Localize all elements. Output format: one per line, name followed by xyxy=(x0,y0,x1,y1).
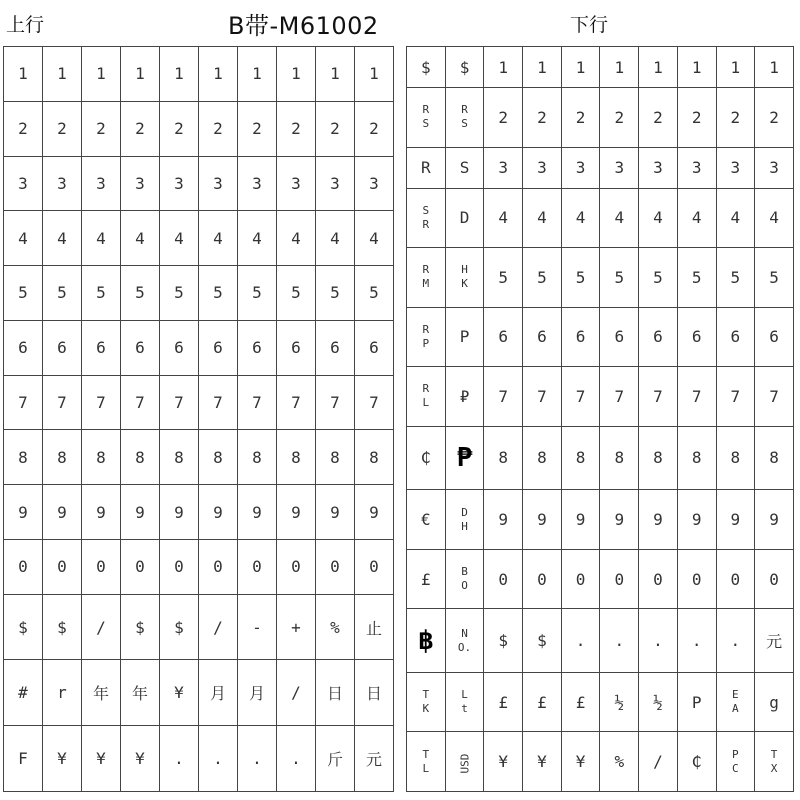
downstream-grid-cell: 1 xyxy=(639,47,678,88)
upstream-grid-cell: 0 xyxy=(238,539,277,594)
downstream-grid-row xyxy=(407,490,794,550)
downstream-grid-cell: 3 xyxy=(523,147,562,188)
downstream-grid-cell: 2 xyxy=(716,88,755,148)
downstream-grid-cell: ₵ xyxy=(677,732,716,792)
downstream-grid-cell: 4 xyxy=(716,188,755,248)
upstream-grid-cell: 2 xyxy=(277,101,316,156)
downstream-grid-cell: 3 xyxy=(484,147,523,188)
upstream-grid-row xyxy=(4,660,394,726)
downstream-grid-cell: 1 xyxy=(755,47,794,88)
upstream-grid-cell: 0 xyxy=(355,539,394,594)
downstream-grid-cell: 5 xyxy=(484,248,523,308)
downstream-grid-cell: 7 xyxy=(677,367,716,427)
downstream-grid-cell: 4 xyxy=(639,188,678,248)
upstream-grid-cell: 8 xyxy=(316,430,355,485)
upstream-grid-cell: 7 xyxy=(82,375,121,430)
upstream-grid-cell: 3 xyxy=(199,156,238,211)
downstream-grid-cell: P xyxy=(677,672,716,732)
downstream-grid-row xyxy=(407,609,794,673)
upstream-grid-cell: 7 xyxy=(316,375,355,430)
upstream-grid-cell: 3 xyxy=(355,156,394,211)
downstream-grid-row xyxy=(407,88,794,148)
upstream-grid-cell: . xyxy=(199,726,238,792)
upstream-grid-row xyxy=(4,594,394,660)
upstream-grid-cell: 5 xyxy=(160,266,199,321)
downstream-grid-cell: 9 xyxy=(639,490,678,550)
upstream-grid-cell: $ xyxy=(43,594,82,660)
upstream-grid-cell: 1 xyxy=(121,47,160,102)
downstream-grid-cell: 3 xyxy=(600,147,639,188)
upstream-grid-cell: 8 xyxy=(355,430,394,485)
upstream-grid-cell: 8 xyxy=(238,430,277,485)
upstream-grid-row xyxy=(4,101,394,156)
downstream-grid-cell: 2 xyxy=(600,88,639,148)
upstream-grid-cell: . xyxy=(238,726,277,792)
downstream-grid-cell: H K xyxy=(445,248,484,308)
upstream-grid-cell: 4 xyxy=(82,211,121,266)
downstream-grid-cell: T L xyxy=(407,732,446,792)
downstream-grid-cell: $ xyxy=(445,47,484,88)
upstream-grid-cell: $ xyxy=(4,594,43,660)
downstream-grid-cell: $ xyxy=(484,609,523,673)
downstream-grid-cell: 6 xyxy=(600,307,639,367)
downstream-grid-cell: 9 xyxy=(523,490,562,550)
upstream-grid-cell: 0 xyxy=(4,539,43,594)
downstream-grid-cell: 7 xyxy=(639,367,678,427)
upstream-grid-cell: 斤 xyxy=(316,726,355,792)
downstream-character-grid xyxy=(406,46,794,792)
upstream-grid-cell: 6 xyxy=(121,320,160,375)
upstream-grid-row xyxy=(4,539,394,594)
upstream-grid-cell: 2 xyxy=(82,101,121,156)
upstream-grid-cell: 0 xyxy=(199,539,238,594)
downstream-grid-cell: 3 xyxy=(639,147,678,188)
downstream-grid-cell: 6 xyxy=(755,307,794,367)
upstream-grid-cell: 年 xyxy=(121,660,160,726)
upstream-grid-cell: 0 xyxy=(277,539,316,594)
upstream-grid-cell: 7 xyxy=(355,375,394,430)
downstream-grid-row xyxy=(407,549,794,609)
downstream-grid-cell: ₵ xyxy=(407,426,446,490)
downstream-grid-cell: 5 xyxy=(523,248,562,308)
upstream-grid-cell: 5 xyxy=(82,266,121,321)
downstream-grid-cell: 2 xyxy=(484,88,523,148)
downstream-grid-cell: 6 xyxy=(716,307,755,367)
upstream-grid-cell: 1 xyxy=(199,47,238,102)
upstream-grid-cell: 3 xyxy=(160,156,199,211)
downstream-grid-cell: 3 xyxy=(755,147,794,188)
downstream-grid-cell: D H xyxy=(445,490,484,550)
downstream-grid-row xyxy=(407,367,794,427)
upstream-grid-cell: / xyxy=(199,594,238,660)
upstream-grid-cell: 9 xyxy=(121,485,160,540)
downstream-grid-row xyxy=(407,307,794,367)
downstream-grid-cell: 3 xyxy=(716,147,755,188)
downstream-grid-cell: 1 xyxy=(523,47,562,88)
downstream-grid-cell: £ xyxy=(484,672,523,732)
downstream-grid-cell: % xyxy=(600,732,639,792)
downstream-grid-cell-text: USD xyxy=(458,753,472,774)
upstream-grid-cell: / xyxy=(82,594,121,660)
upstream-grid-cell: 1 xyxy=(277,47,316,102)
downstream-grid-cell: L t xyxy=(445,672,484,732)
downstream-grid-cell: 4 xyxy=(677,188,716,248)
downstream-grid-cell: 0 xyxy=(639,549,678,609)
upstream-grid-cell: - xyxy=(238,594,277,660)
downstream-grid-cell: 元 xyxy=(755,609,794,673)
downstream-grid-cell: E A xyxy=(716,672,755,732)
downstream-grid-cell: 2 xyxy=(561,88,600,148)
upstream-grid-cell: 元 xyxy=(355,726,394,792)
upstream-grid-cell: 年 xyxy=(82,660,121,726)
upstream-grid-cell: 8 xyxy=(121,430,160,485)
downstream-grid-cell: 6 xyxy=(523,307,562,367)
downstream-grid-cell: 8 xyxy=(716,426,755,490)
upstream-grid-cell: 7 xyxy=(277,375,316,430)
downstream-grid-cell: 5 xyxy=(639,248,678,308)
upstream-grid-cell: 5 xyxy=(199,266,238,321)
downstream-grid-cell: R L xyxy=(407,367,446,427)
upstream-grid-cell: 6 xyxy=(43,320,82,375)
upstream-grid-cell: 9 xyxy=(43,485,82,540)
downstream-grid-cell: ¥ xyxy=(484,732,523,792)
downstream-grid-cell: 0 xyxy=(523,549,562,609)
upstream-grid-cell: 9 xyxy=(238,485,277,540)
upstream-grid-cell: 1 xyxy=(160,47,199,102)
upstream-grid-cell: + xyxy=(277,594,316,660)
upstream-grid-cell: 7 xyxy=(238,375,277,430)
upstream-grid-cell: r xyxy=(43,660,82,726)
upstream-grid-cell: 9 xyxy=(160,485,199,540)
page-title: B带-M61002 xyxy=(228,12,379,40)
upstream-grid-cell: 7 xyxy=(4,375,43,430)
downstream-grid-cell: ₽ xyxy=(445,367,484,427)
upstream-grid-cell: 2 xyxy=(121,101,160,156)
upstream-grid-cell: 9 xyxy=(199,485,238,540)
downstream-label: 下行 xyxy=(570,14,609,36)
downstream-grid-row xyxy=(407,426,794,490)
downstream-grid-cell: 4 xyxy=(561,188,600,248)
upstream-grid-cell: 6 xyxy=(82,320,121,375)
upstream-grid-cell: 6 xyxy=(199,320,238,375)
downstream-grid-cell: R S xyxy=(445,88,484,148)
downstream-grid-cell: 6 xyxy=(561,307,600,367)
downstream-grid-cell: £ xyxy=(561,672,600,732)
downstream-grid-cell: 9 xyxy=(484,490,523,550)
downstream-grid-cell: 8 xyxy=(523,426,562,490)
upstream-grid-cell: $ xyxy=(160,594,199,660)
upstream-grid-cell: 7 xyxy=(160,375,199,430)
upstream-grid-cell: 0 xyxy=(160,539,199,594)
downstream-grid-cell: 4 xyxy=(755,188,794,248)
downstream-grid-cell: 4 xyxy=(484,188,523,248)
downstream-grid-cell: ¥ xyxy=(523,732,562,792)
upstream-grid-cell: 5 xyxy=(238,266,277,321)
downstream-grid-cell: 7 xyxy=(716,367,755,427)
downstream-grid-cell: 0 xyxy=(600,549,639,609)
downstream-grid-cell: / xyxy=(639,732,678,792)
upstream-grid-cell: 日 xyxy=(316,660,355,726)
downstream-grid-cell: 5 xyxy=(561,248,600,308)
downstream-grid-cell: T X xyxy=(755,732,794,792)
upstream-grid-row xyxy=(4,726,394,792)
upstream-grid-row xyxy=(4,47,394,102)
downstream-grid-cell: 7 xyxy=(561,367,600,427)
downstream-grid-row xyxy=(407,147,794,188)
downstream-grid-cell: $ xyxy=(523,609,562,673)
upstream-grid-cell: 9 xyxy=(277,485,316,540)
upstream-grid-cell: ¥ xyxy=(82,726,121,792)
downstream-grid-cell: N O. xyxy=(445,609,484,673)
downstream-grid-cell xyxy=(445,732,484,792)
downstream-grid-cell: 6 xyxy=(677,307,716,367)
upstream-grid-cell: % xyxy=(316,594,355,660)
upstream-grid-cell: 8 xyxy=(4,430,43,485)
upstream-grid-cell: # xyxy=(4,660,43,726)
upstream-grid-cell: 7 xyxy=(199,375,238,430)
upstream-grid-cell: 3 xyxy=(121,156,160,211)
upstream-label: 上行 xyxy=(6,14,45,36)
downstream-grid-cell: T K xyxy=(407,672,446,732)
downstream-grid-cell: P C xyxy=(716,732,755,792)
upstream-grid-cell: 1 xyxy=(82,47,121,102)
upstream-grid-cell: 3 xyxy=(82,156,121,211)
downstream-grid-cell: 0 xyxy=(561,549,600,609)
upstream-grid-cell: 4 xyxy=(238,211,277,266)
upstream-grid-cell: ¥ xyxy=(160,660,199,726)
upstream-grid-cell: ¥ xyxy=(43,726,82,792)
upstream-grid-cell: 6 xyxy=(160,320,199,375)
upstream-grid-cell: 8 xyxy=(43,430,82,485)
upstream-grid-row xyxy=(4,211,394,266)
downstream-grid-cell: . xyxy=(716,609,755,673)
downstream-grid-cell: ½ xyxy=(639,672,678,732)
downstream-grid-cell: 7 xyxy=(600,367,639,427)
downstream-grid-cell: £ xyxy=(407,549,446,609)
upstream-grid-cell: 2 xyxy=(160,101,199,156)
downstream-grid-cell: 2 xyxy=(523,88,562,148)
downstream-grid-cell: 6 xyxy=(639,307,678,367)
upstream-grid-cell: 4 xyxy=(199,211,238,266)
downstream-grid-cell: 1 xyxy=(716,47,755,88)
downstream-grid-cell: ¥ xyxy=(561,732,600,792)
downstream-grid-cell: 2 xyxy=(677,88,716,148)
upstream-grid-row xyxy=(4,156,394,211)
downstream-grid-row xyxy=(407,188,794,248)
upstream-grid-cell: 日 xyxy=(355,660,394,726)
upstream-grid-cell: 8 xyxy=(277,430,316,485)
upstream-grid-cell: 2 xyxy=(199,101,238,156)
upstream-grid-cell: 6 xyxy=(355,320,394,375)
downstream-grid-cell: 0 xyxy=(484,549,523,609)
downstream-grid-cell: 4 xyxy=(600,188,639,248)
downstream-grid-cell: 5 xyxy=(600,248,639,308)
upstream-grid-cell: 3 xyxy=(43,156,82,211)
upstream-grid-cell: 8 xyxy=(160,430,199,485)
upstream-grid-cell: 5 xyxy=(316,266,355,321)
upstream-grid-cell: 9 xyxy=(355,485,394,540)
upstream-grid-cell: / xyxy=(277,660,316,726)
upstream-grid-cell: 5 xyxy=(277,266,316,321)
upstream-grid-cell: 2 xyxy=(355,101,394,156)
downstream-grid-row xyxy=(407,47,794,88)
upstream-grid-cell: 3 xyxy=(238,156,277,211)
upstream-grid-cell: 0 xyxy=(82,539,121,594)
upstream-grid-cell: 8 xyxy=(82,430,121,485)
downstream-grid-cell: 3 xyxy=(561,147,600,188)
downstream-grid-cell: 0 xyxy=(716,549,755,609)
upstream-grid-cell: 7 xyxy=(43,375,82,430)
downstream-grid-cell: 8 xyxy=(677,426,716,490)
downstream-grid-cell: 1 xyxy=(600,47,639,88)
upstream-grid-row xyxy=(4,485,394,540)
downstream-grid-cell: R S xyxy=(407,88,446,148)
downstream-grid-cell: 8 xyxy=(639,426,678,490)
upstream-grid-cell: 2 xyxy=(4,101,43,156)
downstream-grid-cell: 2 xyxy=(755,88,794,148)
upstream-grid-cell: ¥ xyxy=(121,726,160,792)
upstream-grid-cell: 5 xyxy=(355,266,394,321)
upstream-grid-cell: 1 xyxy=(4,47,43,102)
upstream-grid-cell: 2 xyxy=(238,101,277,156)
downstream-grid-cell: D xyxy=(445,188,484,248)
downstream-grid-cell: . xyxy=(600,609,639,673)
downstream-grid-cell: 5 xyxy=(716,248,755,308)
upstream-grid-cell: 9 xyxy=(316,485,355,540)
downstream-grid-cell: 8 xyxy=(600,426,639,490)
downstream-grid-cell: 9 xyxy=(755,490,794,550)
upstream-grid-cell: 3 xyxy=(4,156,43,211)
downstream-grid-cell: P xyxy=(445,307,484,367)
upstream-grid-cell: 2 xyxy=(316,101,355,156)
downstream-grid-cell: B O xyxy=(445,549,484,609)
upstream-grid-cell: 1 xyxy=(355,47,394,102)
downstream-grid-cell: S xyxy=(445,147,484,188)
upstream-grid-cell: 4 xyxy=(316,211,355,266)
downstream-grid-cell: 1 xyxy=(484,47,523,88)
downstream-grid-cell: £ xyxy=(523,672,562,732)
upstream-grid-cell: 4 xyxy=(355,211,394,266)
downstream-grid-cell: 5 xyxy=(755,248,794,308)
downstream-grid-cell: ₱ xyxy=(445,426,484,490)
upstream-grid-row xyxy=(4,430,394,485)
downstream-grid-cell: 1 xyxy=(677,47,716,88)
downstream-grid-row xyxy=(407,248,794,308)
upstream-grid-cell: 2 xyxy=(43,101,82,156)
downstream-grid-cell: g xyxy=(755,672,794,732)
downstream-grid-cell: R M xyxy=(407,248,446,308)
downstream-grid-cell: 9 xyxy=(716,490,755,550)
downstream-grid-cell: . xyxy=(561,609,600,673)
downstream-grid-cell: 8 xyxy=(484,426,523,490)
upstream-grid-cell: 5 xyxy=(4,266,43,321)
upstream-grid-cell: 0 xyxy=(43,539,82,594)
upstream-grid-cell: 9 xyxy=(82,485,121,540)
upstream-grid-cell: 3 xyxy=(316,156,355,211)
downstream-grid-cell: 4 xyxy=(523,188,562,248)
upstream-grid-cell: 1 xyxy=(43,47,82,102)
upstream-grid-cell: 9 xyxy=(4,485,43,540)
upstream-grid-cell: 6 xyxy=(4,320,43,375)
upstream-grid-cell: 3 xyxy=(277,156,316,211)
upstream-grid-cell: 6 xyxy=(238,320,277,375)
upstream-grid-cell: F xyxy=(4,726,43,792)
downstream-grid-cell: 7 xyxy=(484,367,523,427)
upstream-grid-row xyxy=(4,266,394,321)
upstream-grid-cell: 0 xyxy=(121,539,160,594)
upstream-grid-cell: 6 xyxy=(316,320,355,375)
upstream-grid-cell: 止 xyxy=(355,594,394,660)
downstream-grid-cell: 6 xyxy=(484,307,523,367)
downstream-grid-cell: 1 xyxy=(561,47,600,88)
downstream-grid-cell: $ xyxy=(407,47,446,88)
upstream-grid-cell: 5 xyxy=(121,266,160,321)
downstream-grid-cell: ½ xyxy=(600,672,639,732)
upstream-grid-cell: 6 xyxy=(277,320,316,375)
upstream-grid-cell: 4 xyxy=(121,211,160,266)
upstream-grid-cell: 4 xyxy=(160,211,199,266)
downstream-grid-cell: 9 xyxy=(561,490,600,550)
upstream-grid-cell: 7 xyxy=(121,375,160,430)
upstream-grid-cell: 4 xyxy=(43,211,82,266)
upstream-grid-cell: . xyxy=(277,726,316,792)
downstream-grid-cell: R P xyxy=(407,307,446,367)
downstream-grid-cell: 5 xyxy=(677,248,716,308)
downstream-grid-cell: 9 xyxy=(677,490,716,550)
downstream-grid-cell: 0 xyxy=(755,549,794,609)
downstream-grid-cell: R xyxy=(407,147,446,188)
downstream-grid-cell: . xyxy=(639,609,678,673)
upstream-grid-cell: 月 xyxy=(238,660,277,726)
upstream-grid-cell: 1 xyxy=(316,47,355,102)
downstream-grid-cell: ฿ xyxy=(407,609,446,673)
upstream-grid-cell: 8 xyxy=(199,430,238,485)
downstream-grid-cell: 7 xyxy=(755,367,794,427)
downstream-grid-cell: 8 xyxy=(755,426,794,490)
upstream-grid-cell: 5 xyxy=(43,266,82,321)
upstream-grid-cell: 1 xyxy=(238,47,277,102)
downstream-grid-row xyxy=(407,732,794,792)
upstream-grid-cell: 4 xyxy=(277,211,316,266)
upstream-grid-row xyxy=(4,375,394,430)
downstream-grid-cell: 9 xyxy=(600,490,639,550)
downstream-grid-cell: € xyxy=(407,490,446,550)
downstream-grid-cell: 2 xyxy=(639,88,678,148)
downstream-grid-cell: 3 xyxy=(677,147,716,188)
downstream-grid-cell: 8 xyxy=(561,426,600,490)
downstream-grid-row xyxy=(407,672,794,732)
downstream-grid-cell: S R xyxy=(407,188,446,248)
upstream-grid-cell: $ xyxy=(121,594,160,660)
downstream-grid-cell: . xyxy=(677,609,716,673)
upstream-character-grid xyxy=(3,46,394,792)
upstream-grid-cell: 月 xyxy=(199,660,238,726)
upstream-grid-cell: . xyxy=(160,726,199,792)
upstream-grid-row xyxy=(4,320,394,375)
upstream-grid-cell: 4 xyxy=(4,211,43,266)
upstream-grid-cell: 0 xyxy=(316,539,355,594)
downstream-grid-cell: 7 xyxy=(523,367,562,427)
downstream-grid-cell: 0 xyxy=(677,549,716,609)
